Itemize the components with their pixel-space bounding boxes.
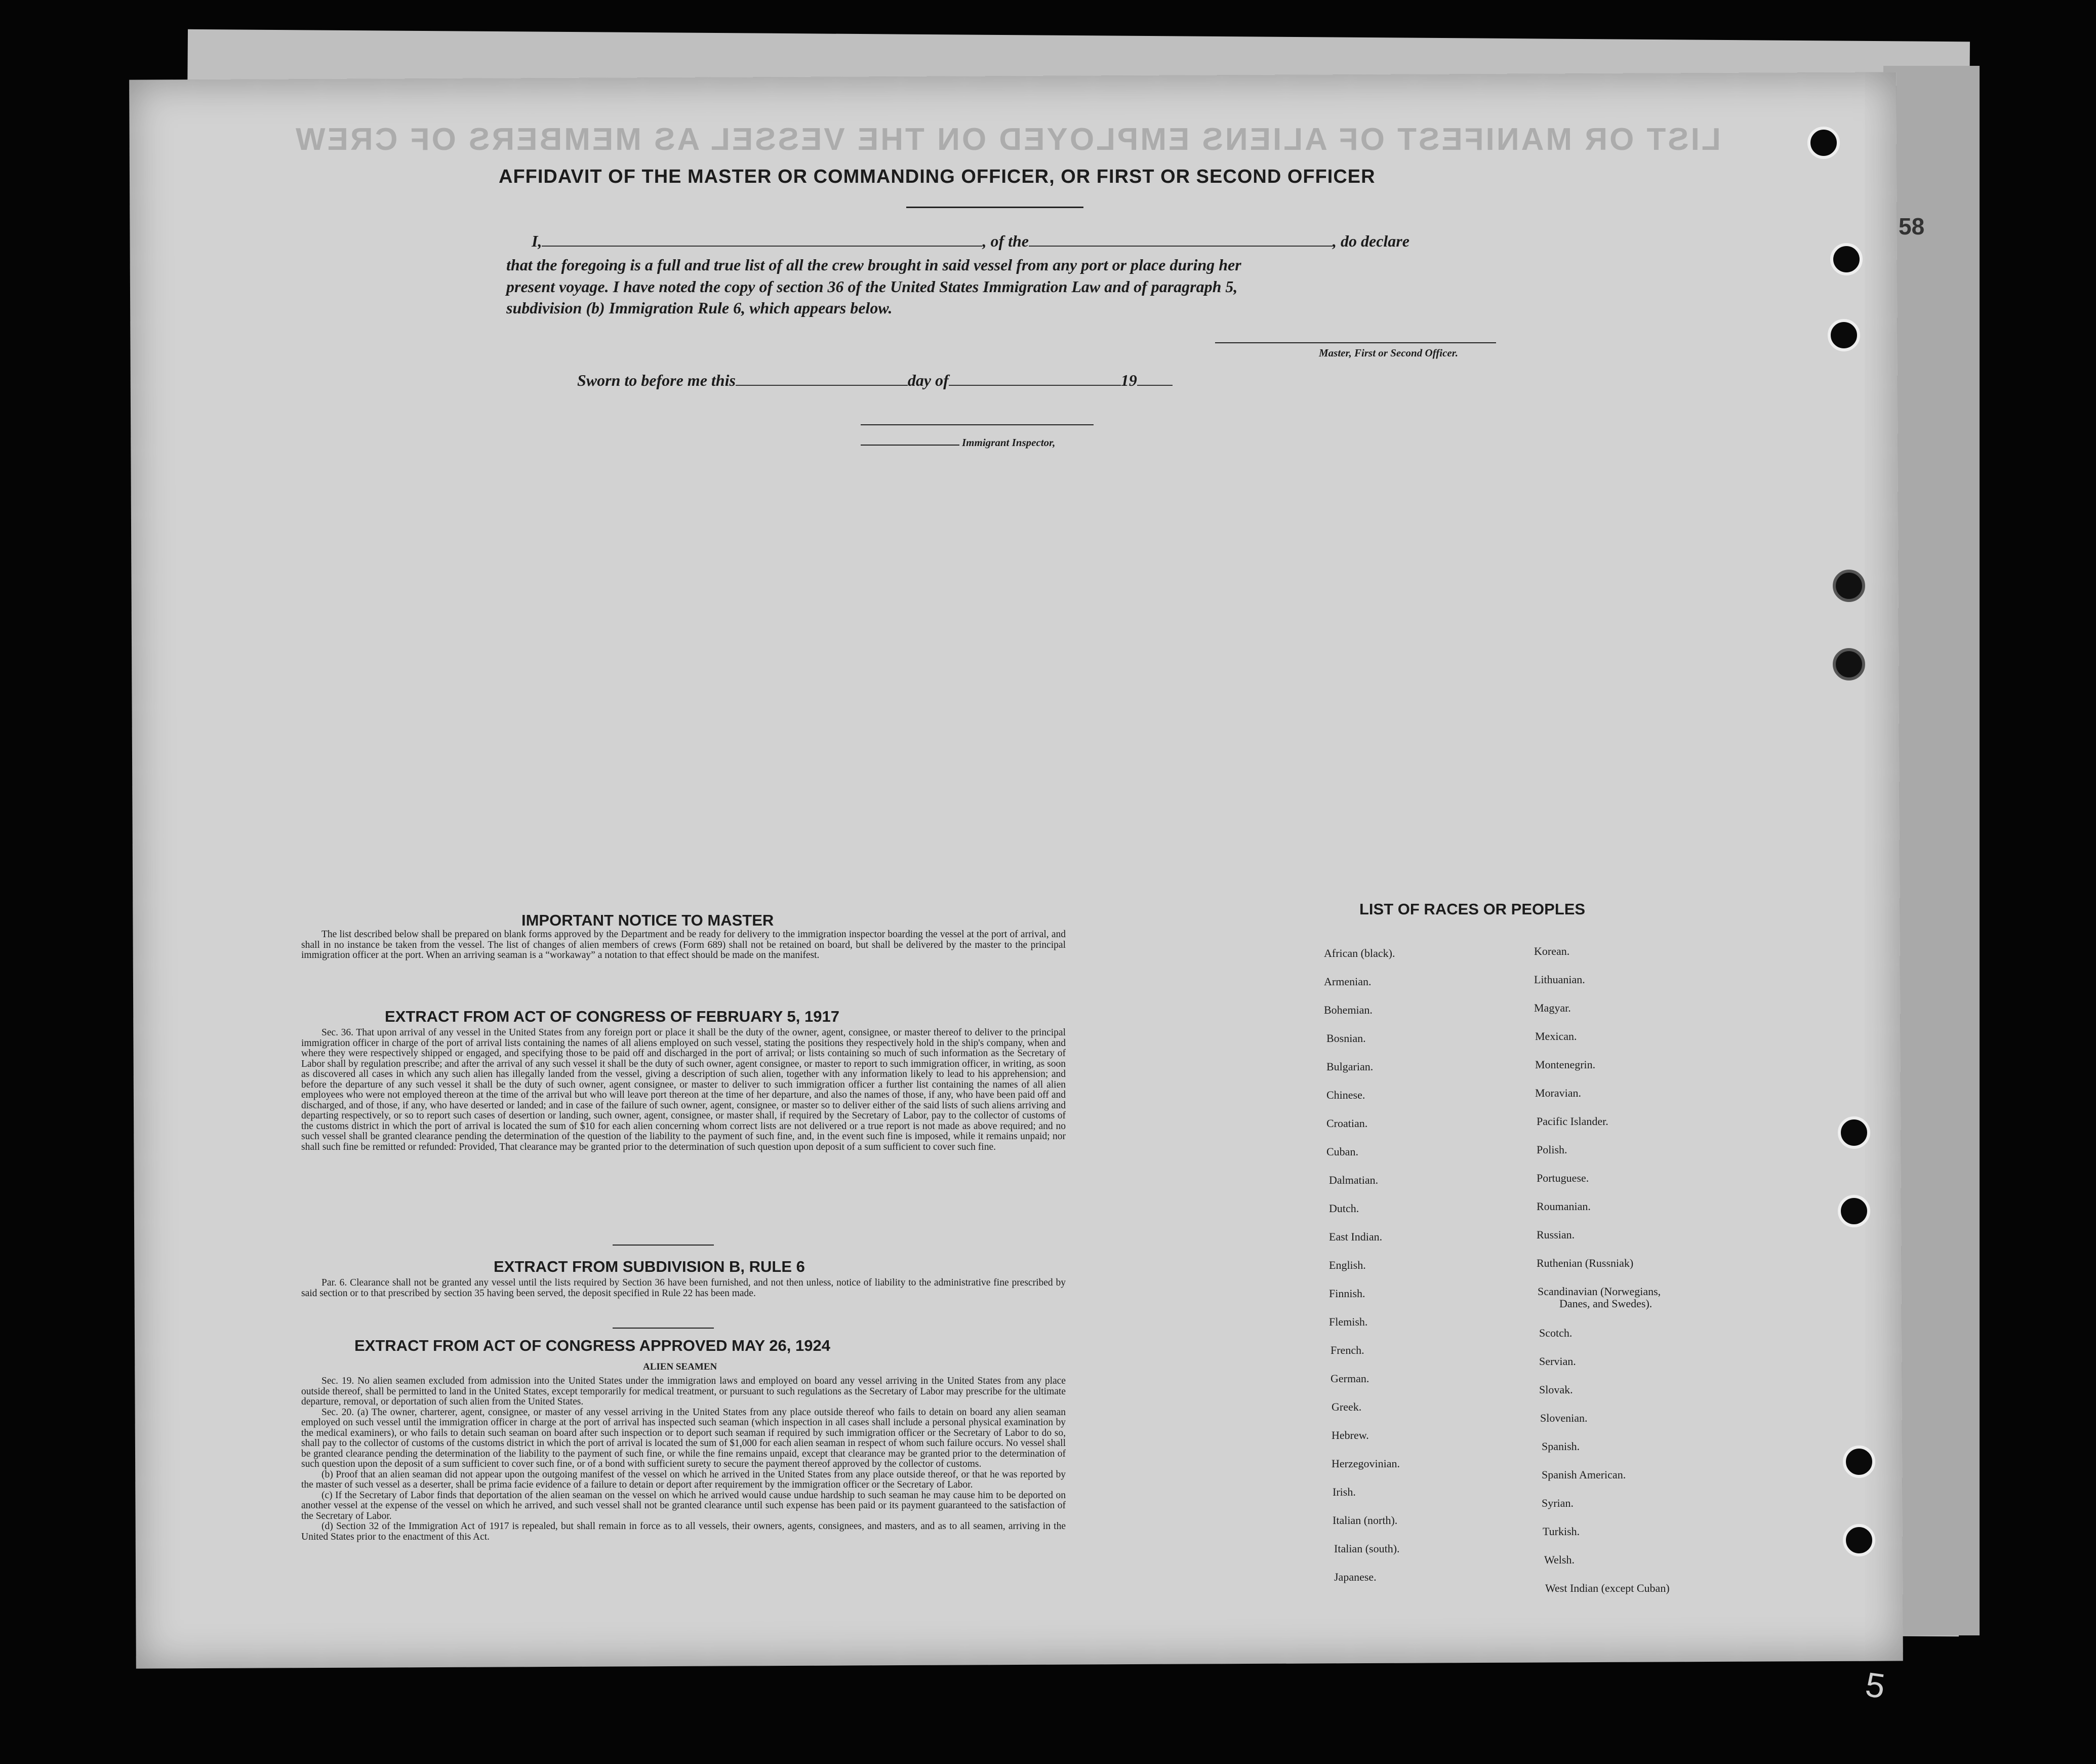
- race-item: Dutch.: [1329, 1202, 1359, 1215]
- extract-1924-paragraph: (d) Section 32 of the Immigration Act of 1917 is repealed, but shall remain in force as to all vessels, their owners, agents, consignees, and masters, and as to all seamen, arriving in the United States prior to the enactment of this Act.: [301, 1521, 1066, 1542]
- inspector-caption: Immigrant Inspector,: [962, 436, 1056, 449]
- race-item: Slovak.: [1539, 1383, 1573, 1396]
- affidavit-line-2: that the foregoing is a full and true list of all the crew brought in said vessel from any port or place during her: [506, 256, 1241, 274]
- race-item: Scandinavian (Norwegians,: [1538, 1285, 1661, 1298]
- punch-hole: [1828, 319, 1860, 351]
- punch-hole: [1843, 1524, 1875, 1556]
- race-item: Roumanian.: [1537, 1200, 1591, 1213]
- handwritten-page-number: 5: [1863, 1665, 1887, 1706]
- bleed-through-heading: LIST OR MANIFEST OF ALIENS EMPLOYED ON THE VESSEL AS MEMBERS OF CREW: [294, 122, 1721, 157]
- race-item: Bohemian.: [1324, 1004, 1373, 1016]
- race-item: Armenian.: [1324, 975, 1372, 988]
- race-item: Korean.: [1534, 945, 1570, 957]
- affidavit-declare: , do declare: [1333, 232, 1409, 250]
- race-item: Lithuanian.: [1534, 973, 1585, 986]
- notice-text: [301, 930, 1066, 961]
- race-item: Pacific Islander.: [1537, 1115, 1608, 1128]
- extract-1924-text: [301, 1376, 1066, 1542]
- race-item: Polish.: [1537, 1143, 1567, 1156]
- race-item: West Indian (except Cuban): [1545, 1582, 1670, 1594]
- race-item: Portuguese.: [1537, 1172, 1589, 1184]
- race-item: Montenegrin.: [1535, 1058, 1596, 1071]
- race-item: African (black).: [1324, 947, 1395, 959]
- corner-stamp: 58: [1899, 213, 1925, 239]
- extract-1924-paragraph: (c) If the Secretary of Labor finds that deportation of the alien seaman on the vessel on which he arrived would cause undue hardship to such seaman he may cause him to be deported on another vessel at the expense of the vessel on which he arrived, and such vessel shall not be granted clearance until such expense has been paid or its payment guaranteed to the satisfaction of the Secretary of Labor.: [301, 1490, 1066, 1521]
- race-item: Welsh.: [1544, 1553, 1575, 1566]
- master-signature-line[interactable]: [1215, 342, 1496, 343]
- affidavit-line-1: [532, 232, 1409, 251]
- race-item: Hebrew.: [1332, 1429, 1369, 1441]
- race-item: Ruthenian (Russniak): [1537, 1257, 1634, 1269]
- extract-1917-paragraph: Sec. 36. That upon arrival of any vessel in the United States from any foreign port or place it shall be the duty of the owner, agent, consignee, or master thereof to deliver to the principal immigration officer in charge of the port of arrival lists containing the names of all aliens employed on such vessel, stating the positions they respectively hold in the ship's company, when and where they were respectively shipped or engaged, and specifying those to be paid off and discharged in the port of arrival; or lists containing so much of such information as the Secretary of Labor shall by regulation prescribe; and after the arrival of any such vessel it shall be the duty of such owner, agent consignee, or master to report to such immigration officer, in writing, as soon as discovered all cases in which any such alien has illegally landed from the vessel, giving a description of such alien, together with any information likely to lead to his apprehension; and before the departure of any such vessel it shall be the duty of such owner, agent consignee, or master to deliver to such immigration officer a further list containing the names of all alien employees who were not employed thereon at the time of the arrival but who will leave port thereon at the time of her departure, and also the names of those, if any, who have been paid off and discharged, and of those, if any, who have deserted or landed; and in case of the failure of such owner, agent, consignee, or master so to deliver either of the said lists of such aliens arriving and departing respectively, or so to report such cases of desertion or landing, such owner, agent, consignee, or master shall, if required by the Secretary of Labor, pay to the collector of customs of the customs district in which the port of arrival is located the sum of $10 for each alien concerning whom correct lists are not delivered or a true report is not made as above required; and no such vessel shall be granted clearance pending the determination of the question of the liability to the payment of such fine, and, in the event such fine is imposed, while it remains unpaid; nor shall such fine be remitted or refunded: Provided, That clearance may be granted prior to the determination of such question upon deposit of a sum sufficient to cover such fine.: [301, 1027, 1066, 1152]
- extract-1917-title: EXTRACT FROM ACT OF CONGRESS OF FEBRUARY 5, 1917: [385, 1008, 839, 1025]
- race-item: French.: [1331, 1344, 1364, 1356]
- race-item: Syrian.: [1542, 1497, 1574, 1509]
- sworn-month-blank[interactable]: [949, 373, 1121, 386]
- extract-rule6-paragraph: Par. 6. Clearance shall not be granted any vessel until the lists required by Section 36 have been furnished, and not then unless, notice of liability to the administrative fine prescribed by said section or to that prescribed by section 35 having been served, the deposit specified in Rule 22 has been made.: [301, 1277, 1066, 1299]
- race-item: East Indian.: [1329, 1230, 1383, 1243]
- race-item: German.: [1331, 1372, 1369, 1385]
- race-item: Dalmatian.: [1329, 1174, 1379, 1186]
- inspector-line-lead: [861, 445, 959, 446]
- race-item: Irish.: [1333, 1486, 1356, 1498]
- race-item: Servian.: [1539, 1355, 1576, 1368]
- notice-paragraph: The list described below shall be prepared on blank forms approved by the Department and be ready for delivery to the immigration inspector boarding the vessel at the port of arrival, and shall in no instance be taken from the vessel. The list of changes of alien members of crews (Form 689) shall not be retained on board, but shall be delivered by the master to the principal immigration officer at the port. When an arriving seaman is a “workaway” a notation to that effect should be made on the manifest.: [301, 929, 1066, 960]
- affidavit-line-3: present voyage. I have noted the copy of section 36 of the United States Immigration Law and of paragraph 5,: [506, 277, 1238, 296]
- punch-hole: [1843, 1446, 1875, 1478]
- notice-title: IMPORTANT NOTICE TO MASTER: [521, 911, 774, 929]
- affidavit-of-the: , of the: [982, 232, 1029, 250]
- punch-hole: [1838, 1116, 1870, 1149]
- sworn-text: Sworn to before me this: [577, 371, 736, 389]
- extract-1924-paragraph: (b) Proof that an alien seaman did not appear upon the outgoing manifest of the vessel on which he arrived in the United States from any place outside thereof, or that he was reported by the master of such vessel as a deserter, shall be prima facie evidence of a failure to detain or deport after requirement by the immigration officer or the Secretary of Labor.: [301, 1469, 1066, 1490]
- race-item: Greek.: [1332, 1400, 1362, 1413]
- name-blank[interactable]: [542, 233, 982, 247]
- extract-1924-subtitle: ALIEN SEAMEN: [643, 1361, 717, 1372]
- title-underline: [906, 207, 1083, 208]
- punch-hole: [1833, 648, 1865, 680]
- extract-1924-paragraph: Sec. 20. (a) The owner, charterer, agent, consignee, or master of any vessel arriving in the United States from any place outside thereof who fails to detain on board any alien seaman employed on such vessel until the immigration officer in charge at the port of arrival has inspected such seaman (which inspection in all cases shall include a personal physical examination by the medical examiners), or who fails to detain such seaman on board after such inspection or to deport such seaman if required by such immigration officer or the Secretary of Labor to do so, shall pay to the collector of customs of the customs district in which the port of arrival is located the sum of $1,000 for each alien seaman in respect of whom such failure occurs. No vessel shall be granted clearance pending the determination of the liability to the payment of such fine, or while the fine remains unpaid, except that clearance may be granted prior to the determination of such question upon the deposit of a sum sufficient to cover such fine, or of a bond with sufficient surety to secure the payment thereof approved by the collector of customs.: [301, 1407, 1066, 1469]
- punch-hole: [1838, 1195, 1870, 1227]
- race-item: Turkish.: [1543, 1525, 1580, 1538]
- section-divider: [613, 1245, 714, 1246]
- inspector-signature-line[interactable]: [861, 424, 1094, 425]
- race-item: Finnish.: [1329, 1287, 1365, 1300]
- race-item: Spanish.: [1542, 1440, 1580, 1453]
- race-item: Magyar.: [1534, 1001, 1571, 1014]
- punch-hole: [1807, 127, 1840, 159]
- extract-1924-title: EXTRACT FROM ACT OF CONGRESS APPROVED MAY 26, 1924: [354, 1337, 830, 1354]
- sworn-line: [577, 371, 1173, 390]
- race-item: Bosnian.: [1326, 1032, 1366, 1045]
- race-item: Spanish American.: [1542, 1468, 1626, 1481]
- extract-rule6-text: [301, 1278, 1066, 1299]
- races-title: LIST OF RACES OR PEOPLES: [1359, 900, 1586, 918]
- race-item: Mexican.: [1535, 1030, 1577, 1043]
- master-caption: Master, First or Second Officer.: [1319, 347, 1458, 359]
- race-item: Cuban.: [1326, 1145, 1358, 1158]
- race-item: Moravian.: [1535, 1087, 1582, 1099]
- day-of-text: day of: [907, 371, 949, 389]
- punch-hole: [1833, 570, 1865, 602]
- race-item: Italian (south).: [1334, 1542, 1400, 1555]
- affidavit-i: I,: [532, 232, 542, 250]
- sworn-year-blank[interactable]: [1137, 373, 1173, 386]
- punch-hole: [1830, 243, 1863, 275]
- extract-1924-paragraph: Sec. 19. No alien seamen excluded from admission into the United States under the immigration laws and employed on board any vessel arriving in the United States from any place outside thereof, shall be permitted to land in the United States, except temporarily for medical treatment, or pursuant to such regulations as the Secretary of Labor may prescribe for the ultimate departure, removal, or deportation of such alien from the United States.: [301, 1376, 1066, 1407]
- section-divider: [613, 1328, 714, 1329]
- race-item: Flemish.: [1329, 1315, 1368, 1328]
- extract-rule6-title: EXTRACT FROM SUBDIVISION B, RULE 6: [494, 1258, 805, 1275]
- race-item: Chinese.: [1326, 1089, 1365, 1101]
- race-item: Japanese.: [1334, 1571, 1377, 1583]
- extract-1917-text: [301, 1028, 1066, 1152]
- affidavit-line-4: subdivision (b) Immigration Rule 6, which appears below.: [506, 299, 893, 317]
- race-item: Herzegovinian.: [1332, 1457, 1400, 1470]
- vessel-blank[interactable]: [1029, 233, 1333, 247]
- race-item: English.: [1329, 1259, 1366, 1271]
- year-text: 19: [1120, 371, 1137, 389]
- race-item: Italian (north).: [1333, 1514, 1398, 1527]
- race-item: Bulgarian.: [1326, 1060, 1374, 1073]
- race-item: Croatian.: [1326, 1117, 1368, 1130]
- race-item: Scotch.: [1539, 1327, 1573, 1339]
- race-item: Danes, and Swedes).: [1559, 1297, 1652, 1310]
- race-item: Slovenian.: [1540, 1412, 1588, 1424]
- sworn-day-blank[interactable]: [736, 373, 908, 386]
- affidavit-title: AFFIDAVIT OF THE MASTER OR COMMANDING OFFICER, OR FIRST OR SECOND OFFICER: [499, 166, 1376, 187]
- race-item: Russian.: [1537, 1228, 1575, 1241]
